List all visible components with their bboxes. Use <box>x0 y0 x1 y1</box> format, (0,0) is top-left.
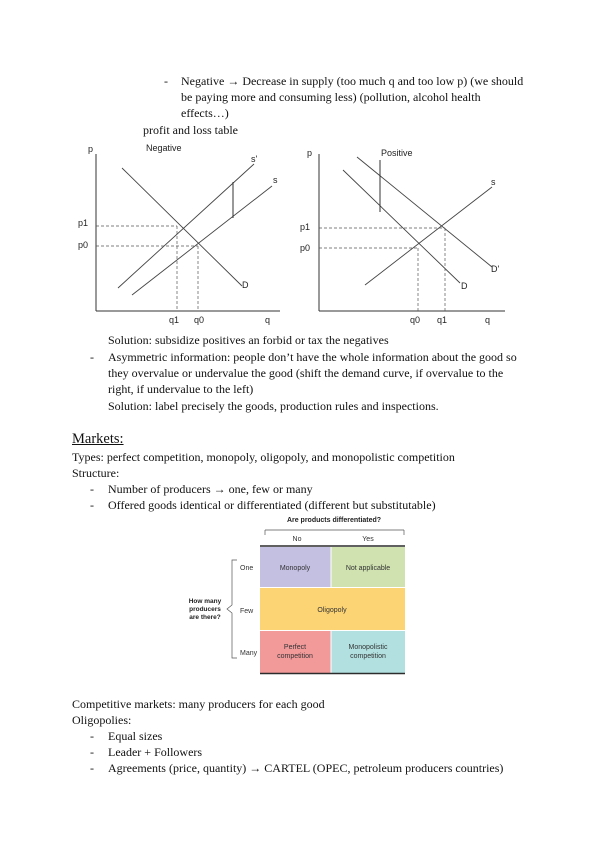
bullet-dash: - <box>90 761 94 775</box>
side-label-3: are there? <box>189 614 221 621</box>
bullet-dash: - <box>90 745 94 759</box>
profit-loss-text: profit and loss table <box>143 123 238 137</box>
bullet-dash: - <box>90 729 94 743</box>
side-label-2: producers <box>189 606 221 613</box>
row-one: One <box>240 565 254 572</box>
oligopoly-label: Oligopoly <box>317 607 347 614</box>
graph-title: Positive <box>381 148 413 158</box>
bullet-dash: - <box>90 482 94 496</box>
axis-q-label: q <box>265 315 271 325</box>
s-prime-label: s' <box>251 154 258 164</box>
negative-bullet-line2: be paying more and consuming less) (pollution, alcohol health <box>181 90 481 104</box>
axis-p-label: p <box>307 148 313 158</box>
bullet-dash: - <box>90 498 94 512</box>
asymmetric-line2: they overvalue or undervalue the good (shift the demand curve, if overvalue to the <box>108 366 504 380</box>
graph-title: Negative <box>146 143 182 153</box>
p0-label: p0 <box>300 243 311 253</box>
d-label: D <box>461 281 468 291</box>
p1-label: p1 <box>300 222 311 232</box>
axis-p-label: p <box>88 144 94 154</box>
cell-monopolistic-competition <box>331 631 405 673</box>
markets-heading: Markets: <box>72 431 124 447</box>
row-many: Many <box>240 650 258 657</box>
p0-label: p0 <box>78 240 89 250</box>
p1-label: p1 <box>78 218 89 228</box>
oligopolies-heading: Oligopolies: <box>72 713 132 727</box>
supply-curve <box>132 186 272 295</box>
s-label: s <box>273 175 278 185</box>
perfect-label-1: Perfect <box>283 644 307 651</box>
axis-q-label: q <box>485 315 491 325</box>
row-few: Few <box>240 608 254 615</box>
s-label: s <box>491 177 496 187</box>
supply-curve <box>365 187 492 285</box>
side-label-1: How many <box>188 598 222 605</box>
monopolistic-label-2: competition <box>350 653 386 660</box>
solution-externalities: Solution: subsidize positives an forbid or tax the negatives <box>108 333 389 347</box>
col-yes: Yes <box>362 536 374 543</box>
market-types: Types: perfect competition, monopoly, oligopoly, and monopolistic competition <box>72 450 455 464</box>
asymmetric-line3: right, if undervalue to the left) <box>108 382 254 396</box>
asymmetric-line1: Asymmetric information: people don’t have the whole information about the good so <box>108 350 517 364</box>
demand-shifted-curve <box>357 157 492 267</box>
bullet-dash: - <box>90 350 94 364</box>
monopolistic-label-1: Monopolistic <box>348 644 388 651</box>
table-title: Are products differentiated? <box>286 517 382 524</box>
q1-label: q1 <box>437 315 448 325</box>
monopoly-label: Monopoly <box>279 565 311 572</box>
oligopoly-bullet3: Agreements (price, quantity) → CARTEL (OPEC, petroleum producers countries) <box>108 761 504 775</box>
oligopoly-bullet1: Equal sizes <box>108 729 163 743</box>
d-label: D <box>242 280 249 290</box>
side-bracket <box>227 560 237 658</box>
competitive-markets: Competitive markets: many producers for each good <box>72 697 325 711</box>
negative-externality-graph <box>70 140 290 330</box>
bullet-dash: - <box>164 74 168 88</box>
d-prime-label: D' <box>491 264 500 274</box>
negative-bullet-line1: Negative → Decrease in supply (too much q and too low p) (we should <box>181 74 524 88</box>
structure-label: Structure: <box>72 466 120 480</box>
q1-label: q1 <box>169 315 180 325</box>
oligopoly-bullet2: Leader + Followers <box>108 745 203 759</box>
solution-asymmetric: Solution: label precisely the goods, production rules and inspections. <box>108 399 439 413</box>
q0-label: q0 <box>410 315 421 325</box>
q0-label: q0 <box>194 315 205 325</box>
negative-bullet-line3: effects…) <box>181 106 229 120</box>
not-applicable-label: Not applicable <box>345 565 391 572</box>
market-structure-table <box>185 510 410 675</box>
col-no: No <box>292 536 302 543</box>
positive-externality-graph <box>295 140 515 330</box>
cell-perfect-competition <box>260 631 331 673</box>
perfect-label-2: competition <box>277 653 313 660</box>
structure-bullet2: Offered goods identical or differentiated (different but substitutable) <box>108 498 436 512</box>
structure-bullet1: Number of producers → one, few or many <box>108 482 313 496</box>
